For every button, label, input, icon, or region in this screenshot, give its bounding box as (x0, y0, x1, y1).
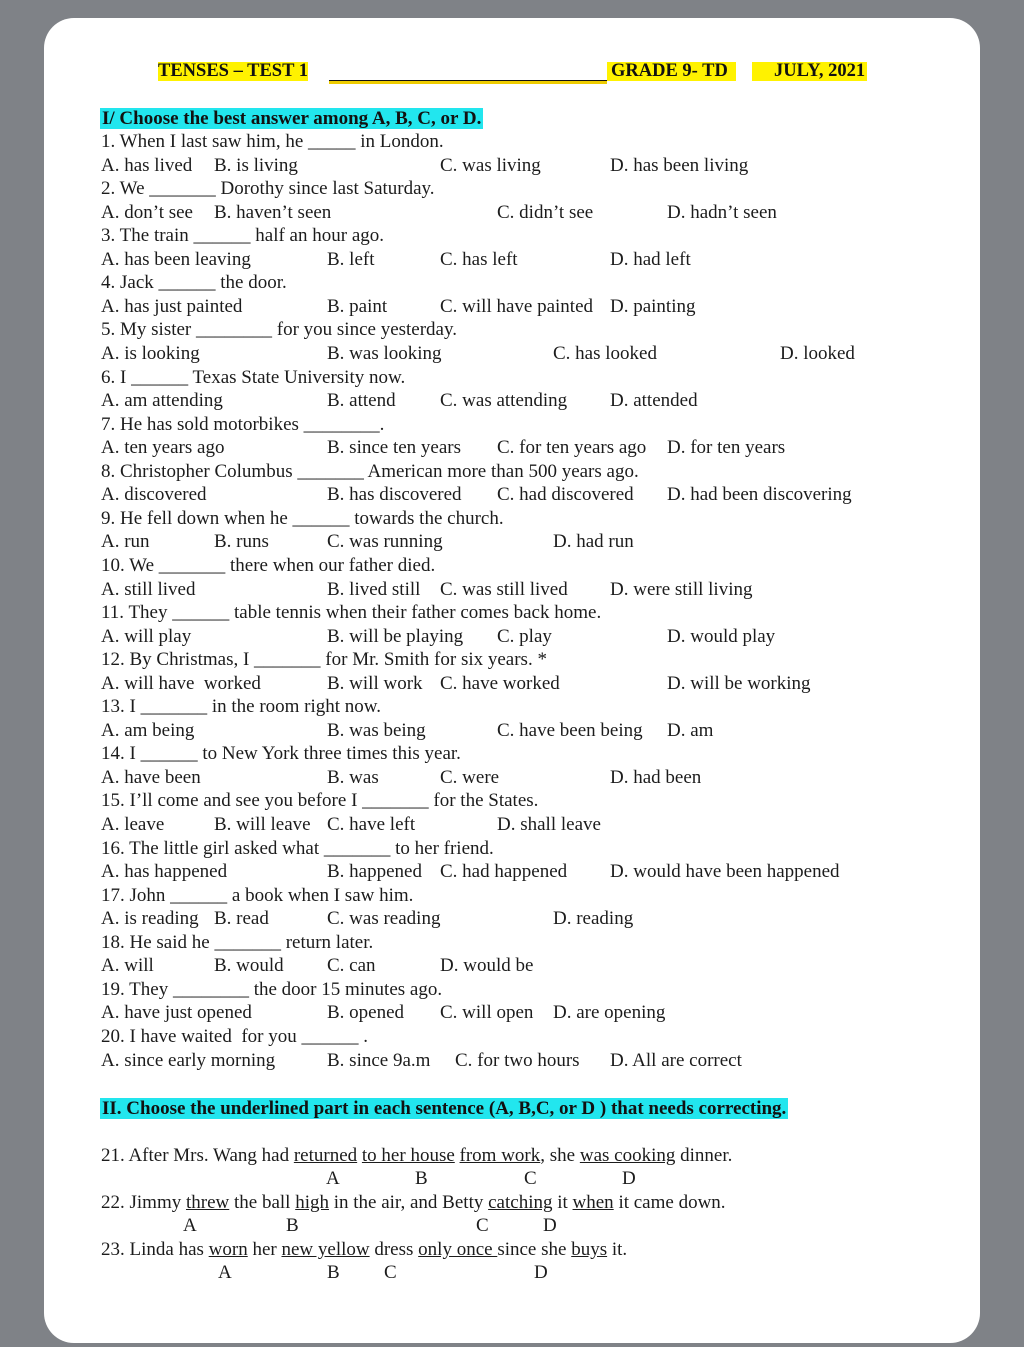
underlined-part[interactable]: worn (208, 1239, 248, 1260)
part-label-d: D (534, 1262, 548, 1283)
underlined-part[interactable]: high (295, 1192, 329, 1213)
date-label: JULY, 2021 (752, 62, 867, 81)
part-label-c: C (384, 1262, 397, 1283)
answer-option-b[interactable]: B. since 9a.m (327, 1049, 431, 1071)
answer-option-d[interactable]: D. looked (780, 343, 855, 364)
underlined-part[interactable]: buys (571, 1239, 608, 1260)
part-label-c: C (524, 1168, 537, 1189)
answer-option-c[interactable]: C. will open (440, 1002, 534, 1024)
underlined-part[interactable]: when (572, 1192, 614, 1213)
answer-option-c[interactable]: C. have worked (440, 672, 560, 694)
answer-option-d[interactable]: D. would have been happened (610, 861, 840, 883)
answer-option-b[interactable]: B. attend (327, 390, 396, 412)
section-1-title: I/ Choose the best answer among A, B, C, or D. (102, 108, 482, 129)
answer-option-a[interactable]: A. is looking (101, 343, 200, 364)
sentence-text: , she (540, 1145, 580, 1166)
answer-option-a[interactable]: A. will (101, 955, 154, 977)
sentence-text: 23. Linda has (101, 1239, 209, 1260)
answer-option-b[interactable]: B. runs (214, 531, 269, 553)
question-stem: 7. He has sold motorbikes ________. (101, 413, 385, 435)
sentence-text: dress (369, 1239, 419, 1260)
question-stem: 3. The train ______ half an hour ago. (101, 225, 384, 247)
underlined-part[interactable]: new yellow (281, 1239, 370, 1260)
answer-option-a[interactable]: A. still lived (101, 578, 196, 600)
question-stem: 11. They ______ table tennis when their father comes back home. (101, 602, 602, 623)
answer-option-c[interactable]: C. was still lived (440, 578, 568, 600)
answer-option-c[interactable]: C. has left (440, 248, 518, 270)
answer-option-c[interactable]: C. for two hours (455, 1049, 580, 1071)
correction-sentence (101, 1240, 627, 1259)
answer-option-d[interactable]: D. will be working (667, 672, 811, 694)
answer-option-a[interactable]: A. is reading (101, 908, 199, 930)
answer-option-a[interactable]: A. leave (101, 814, 165, 835)
question-stem: 10. We _______ there when our father died. (101, 554, 436, 576)
sentence-text: in the air, and Betty (328, 1192, 489, 1213)
question-stem: 19. They ________ the door 15 minutes ago. (101, 978, 443, 1000)
answer-option-a[interactable]: A. discovered (101, 484, 207, 506)
answer-option-d[interactable]: D. would play (667, 625, 776, 647)
question-stem: 5. My sister ________ for you since yesterday. (101, 319, 458, 341)
question-stem: 13. I _______ in the room right now. (101, 696, 382, 718)
answer-option-a[interactable]: A. will play (101, 625, 192, 647)
part-label-a: A (326, 1168, 340, 1189)
answer-option-d[interactable]: D. All are correct (610, 1049, 742, 1071)
answer-option-d[interactable]: D. hadn’t seen (667, 201, 777, 223)
question-stem: 4. Jack ______ the door. (101, 272, 287, 294)
sentence-text: since she (497, 1239, 572, 1260)
answer-option-d[interactable]: D. are opening (553, 1002, 666, 1024)
answer-option-a[interactable]: A. will have worked (101, 672, 261, 694)
answer-option-b[interactable]: B. left (327, 248, 375, 270)
answer-option-c[interactable]: C. had discovered (497, 484, 634, 506)
answer-option-c[interactable]: C. was running (327, 531, 443, 553)
correction-sentence (101, 1146, 732, 1165)
underlined-part[interactable]: was cooking (579, 1145, 676, 1166)
question-stem: 17. John ______ a book when I saw him. (101, 884, 414, 906)
answer-option-b[interactable]: B. will leave (214, 814, 311, 835)
question-stem: 20. I have waited for you ______ . (101, 1025, 368, 1047)
answer-option-b[interactable]: B. is living (214, 154, 298, 176)
question-stem: 1. When I last saw him, he _____ in London. (101, 131, 444, 152)
part-label-b: B (286, 1215, 299, 1236)
question-stem: 18. He said he _______ return later. (101, 931, 374, 953)
header-rule (329, 80, 607, 84)
answer-option-b[interactable]: B. read (214, 908, 269, 930)
answer-option-c[interactable]: C. have been being (497, 719, 643, 741)
answer-option-d[interactable]: D. for ten years (667, 437, 786, 459)
question-stem: 2. We _______ Dorothy since last Saturday. (101, 178, 435, 200)
answer-option-d[interactable]: D. reading (553, 908, 634, 930)
answer-option-c[interactable]: C. has looked (553, 343, 657, 364)
answer-option-b[interactable]: B. lived still (327, 578, 421, 600)
answer-option-d[interactable]: D. shall leave (497, 814, 601, 835)
answer-option-b[interactable]: B. was (327, 766, 379, 788)
answer-option-d[interactable]: D. attended (610, 390, 698, 412)
part-label-b: B (415, 1168, 428, 1189)
question-stem: 9. He fell down when he ______ towards the church. (101, 507, 504, 529)
sentence-text: the ball (229, 1192, 296, 1213)
answer-option-b[interactable]: B. paint (327, 295, 388, 317)
answer-option-c[interactable]: C. will have painted (440, 295, 594, 317)
question-stem: 8. Christopher Columbus _______ American more than 500 years ago. (101, 460, 639, 482)
answer-option-d[interactable]: D. had run (553, 531, 634, 553)
answer-option-d[interactable]: D. has been living (610, 154, 749, 176)
test-title: TENSES – TEST 1 (158, 61, 308, 81)
question-stem: 16. The little girl asked what _______ to her friend. (101, 837, 494, 859)
underlined-part[interactable]: to her house (361, 1145, 455, 1166)
answer-option-a[interactable]: A. has just painted (101, 295, 243, 317)
answer-option-c[interactable]: C. didn’t see (497, 201, 594, 223)
part-label-a: A (183, 1215, 197, 1236)
answer-option-a[interactable]: A. am being (101, 719, 195, 741)
grade-label: GRADE 9- TD (607, 62, 736, 81)
correction-sentence (101, 1193, 726, 1212)
answer-option-a[interactable]: A. since early morning (101, 1049, 276, 1071)
answer-option-b[interactable]: B. has discovered (327, 484, 462, 506)
answer-option-d[interactable]: D. had been (610, 766, 702, 788)
part-label-c: C (476, 1215, 489, 1236)
answer-option-b[interactable]: B. opened (327, 1002, 405, 1024)
part-label-b: B (327, 1262, 340, 1283)
question-stem: 12. By Christmas, I _______ for Mr. Smith for six years. * (101, 649, 547, 671)
answer-option-c[interactable]: C. can (327, 955, 376, 977)
sentence-text: it. (607, 1239, 628, 1260)
sentence-text: 22. Jimmy (101, 1192, 186, 1213)
underlined-part[interactable]: threw (185, 1192, 230, 1213)
answer-option-a[interactable]: A. have just opened (101, 1002, 252, 1024)
answer-option-a[interactable]: A. has happened (101, 861, 228, 883)
answer-option-b[interactable]: B. happened (327, 861, 422, 883)
question-stem: 6. I ______ Texas State University now. (101, 366, 406, 388)
answer-option-a[interactable]: A. run (101, 531, 150, 553)
answer-option-b[interactable]: B. will be playing (327, 625, 464, 647)
answer-option-c[interactable]: C. play (497, 625, 552, 647)
answer-option-b[interactable]: B. since ten years (327, 437, 462, 459)
part-label-d: D (543, 1215, 557, 1236)
answer-option-c[interactable]: C. had happened (440, 861, 568, 883)
answer-option-d[interactable]: D. had left (610, 248, 691, 270)
part-label-d: D (622, 1168, 636, 1189)
answer-option-a[interactable]: A. has lived (101, 154, 193, 176)
section-2-title: II. Choose the underlined part in each sentence (A, B,C, or D ) that needs correcting. (102, 1098, 787, 1119)
answer-option-b[interactable]: B. would (214, 955, 284, 977)
question-stem: 14. I ______ to New York three times this year. (101, 743, 461, 765)
sentence-text: it (552, 1192, 573, 1213)
answer-option-a[interactable]: A. ten years ago (101, 437, 225, 459)
answer-option-c[interactable]: C. was reading (327, 908, 441, 930)
part-label-a: A (218, 1262, 232, 1283)
answer-option-b[interactable]: B. haven’t seen (214, 201, 332, 223)
answer-option-d[interactable]: D. would be (440, 955, 534, 977)
answer-option-d[interactable]: D. were still living (610, 578, 753, 600)
underlined-part[interactable]: catching (488, 1192, 553, 1213)
answer-option-a[interactable]: A. has been leaving (101, 248, 251, 270)
answer-option-c[interactable]: C. have left (327, 814, 416, 835)
sentence-text: dinner. (675, 1145, 733, 1166)
underlined-part[interactable]: from work (459, 1145, 541, 1166)
sentence-text: her (247, 1239, 282, 1260)
underlined-part[interactable]: only once (418, 1239, 498, 1260)
answer-option-c[interactable]: C. was living (440, 154, 541, 176)
answer-option-d[interactable]: D. painting (610, 295, 696, 317)
answer-option-d[interactable]: D. had been discovering (667, 484, 852, 506)
answer-option-c[interactable]: C. was attending (440, 390, 568, 412)
answer-option-c[interactable]: C. were (440, 766, 500, 788)
answer-option-a[interactable]: A. don’t see (101, 201, 193, 223)
answer-option-b[interactable]: B. was being (327, 719, 426, 741)
answer-option-a[interactable]: A. have been (101, 766, 201, 788)
question-stem: 15. I’ll come and see you before I _______ for the States. (101, 790, 539, 812)
answer-option-a[interactable]: A. am attending (101, 390, 223, 412)
answer-option-b[interactable]: B. will work (327, 672, 423, 694)
sentence-text: 21. After Mrs. Wang had (101, 1145, 294, 1166)
answer-option-c[interactable]: C. for ten years ago (497, 437, 647, 459)
answer-option-b[interactable]: B. was looking (327, 343, 442, 364)
underlined-part[interactable]: returned (293, 1145, 358, 1166)
sentence-text: it came down. (613, 1192, 726, 1213)
answer-option-d[interactable]: D. am (667, 719, 714, 741)
